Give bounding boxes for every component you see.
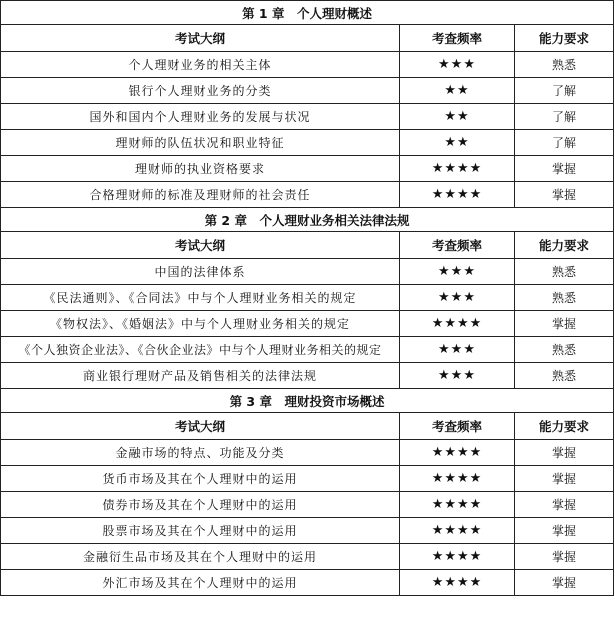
- topic-cell: 《个人独资企业法》、《合伙企业法》中与个人理财业务相关的规定: [1, 337, 400, 363]
- table-row: [1, 492, 614, 518]
- topic-cell: 股票市场及其在个人理财中的运用: [1, 518, 400, 544]
- requirement-cell: 掌握: [515, 544, 614, 570]
- frequency-stars: ★★★★: [400, 544, 515, 570]
- topic-cell: 理财师的执业资格要求: [1, 156, 400, 182]
- topic-cell: 国外和国内个人理财业务的发展与状况: [1, 104, 400, 130]
- topic-cell: 合格理财师的标准及理财师的社会责任: [1, 182, 400, 208]
- requirement-cell: 掌握: [515, 440, 614, 466]
- requirement-cell: 熟悉: [515, 363, 614, 389]
- frequency-stars: ★★★★: [400, 156, 515, 182]
- table-row: [1, 544, 614, 570]
- frequency-stars: ★★: [400, 104, 515, 130]
- frequency-stars: ★★★★: [400, 311, 515, 337]
- requirement-cell: 掌握: [515, 156, 614, 182]
- column-header-requirement: 能力要求: [515, 413, 614, 440]
- frequency-stars: ★★: [400, 78, 515, 104]
- chapter-2-header-row: [1, 232, 614, 259]
- column-header-requirement: 能力要求: [515, 25, 614, 52]
- requirement-cell: 掌握: [515, 182, 614, 208]
- topic-cell: 理财师的队伍状况和职业特征: [1, 130, 400, 156]
- chapter-1-title-row: [1, 1, 614, 25]
- chapter-3-header-row: [1, 413, 614, 440]
- requirement-cell: 熟悉: [515, 337, 614, 363]
- frequency-stars: ★★★★: [400, 182, 515, 208]
- table-row: [1, 104, 614, 130]
- table-row: [1, 311, 614, 337]
- table-row: [1, 440, 614, 466]
- frequency-stars: ★★★: [400, 363, 515, 389]
- chapter-3-title-row: [1, 389, 614, 413]
- requirement-cell: 掌握: [515, 570, 614, 596]
- table-row: [1, 466, 614, 492]
- topic-cell: 银行个人理财业务的分类: [1, 78, 400, 104]
- chapter-1-title: 第 1 章 个人理财概述: [1, 1, 614, 25]
- requirement-cell: 熟悉: [515, 259, 614, 285]
- requirement-cell: 掌握: [515, 466, 614, 492]
- chapter-2-title-row: [1, 208, 614, 232]
- topic-cell: 货币市场及其在个人理财中的运用: [1, 466, 400, 492]
- column-header-outline: 考试大纲: [1, 25, 400, 52]
- frequency-stars: ★★★: [400, 285, 515, 311]
- topic-cell: 金融衍生品市场及其在个人理财中的运用: [1, 544, 400, 570]
- requirement-cell: 掌握: [515, 492, 614, 518]
- frequency-stars: ★★★★: [400, 492, 515, 518]
- requirement-cell: 熟悉: [515, 52, 614, 78]
- requirement-cell: 掌握: [515, 518, 614, 544]
- frequency-stars: ★★★★: [400, 440, 515, 466]
- frequency-stars: ★★★: [400, 259, 515, 285]
- column-header-outline: 考试大纲: [1, 232, 400, 259]
- frequency-stars: ★★★★: [400, 466, 515, 492]
- topic-cell: 《物权法》、《婚姻法》中与个人理财业务相关的规定: [1, 311, 400, 337]
- column-header-frequency: 考查频率: [400, 25, 515, 52]
- topic-cell: 中国的法律体系: [1, 259, 400, 285]
- frequency-stars: ★★★: [400, 337, 515, 363]
- requirement-cell: 了解: [515, 130, 614, 156]
- frequency-stars: ★★: [400, 130, 515, 156]
- column-header-frequency: 考查频率: [400, 232, 515, 259]
- table-row: [1, 52, 614, 78]
- requirement-cell: 了解: [515, 104, 614, 130]
- topic-cell: 金融市场的特点、功能及分类: [1, 440, 400, 466]
- table-row: [1, 570, 614, 596]
- table-row: [1, 130, 614, 156]
- frequency-stars: ★★★★: [400, 518, 515, 544]
- table-row: [1, 518, 614, 544]
- column-header-frequency: 考查频率: [400, 413, 515, 440]
- column-header-outline: 考试大纲: [1, 413, 400, 440]
- table-row: [1, 337, 614, 363]
- table-row: [1, 363, 614, 389]
- topic-cell: 商业银行理财产品及销售相关的法律法规: [1, 363, 400, 389]
- requirement-cell: 了解: [515, 78, 614, 104]
- syllabus-table-body: [1, 1, 614, 596]
- frequency-stars: ★★★★: [400, 570, 515, 596]
- frequency-stars: ★★★: [400, 52, 515, 78]
- chapter-3-title: 第 3 章 理财投资市场概述: [1, 389, 614, 413]
- topic-cell: 《民法通则》、《合同法》中与个人理财业务相关的规定: [1, 285, 400, 311]
- topic-cell: 债券市场及其在个人理财中的运用: [1, 492, 400, 518]
- table-row: [1, 182, 614, 208]
- chapter-2-title: 第 2 章 个人理财业务相关法律法规: [1, 208, 614, 232]
- topic-cell: 个人理财业务的相关主体: [1, 52, 400, 78]
- topic-cell: 外汇市场及其在个人理财中的运用: [1, 570, 400, 596]
- column-header-requirement: 能力要求: [515, 232, 614, 259]
- chapter-1-header-row: [1, 25, 614, 52]
- table-row: [1, 259, 614, 285]
- requirement-cell: 熟悉: [515, 285, 614, 311]
- table-row: [1, 285, 614, 311]
- table-row: [1, 78, 614, 104]
- table-row: [1, 156, 614, 182]
- requirement-cell: 掌握: [515, 311, 614, 337]
